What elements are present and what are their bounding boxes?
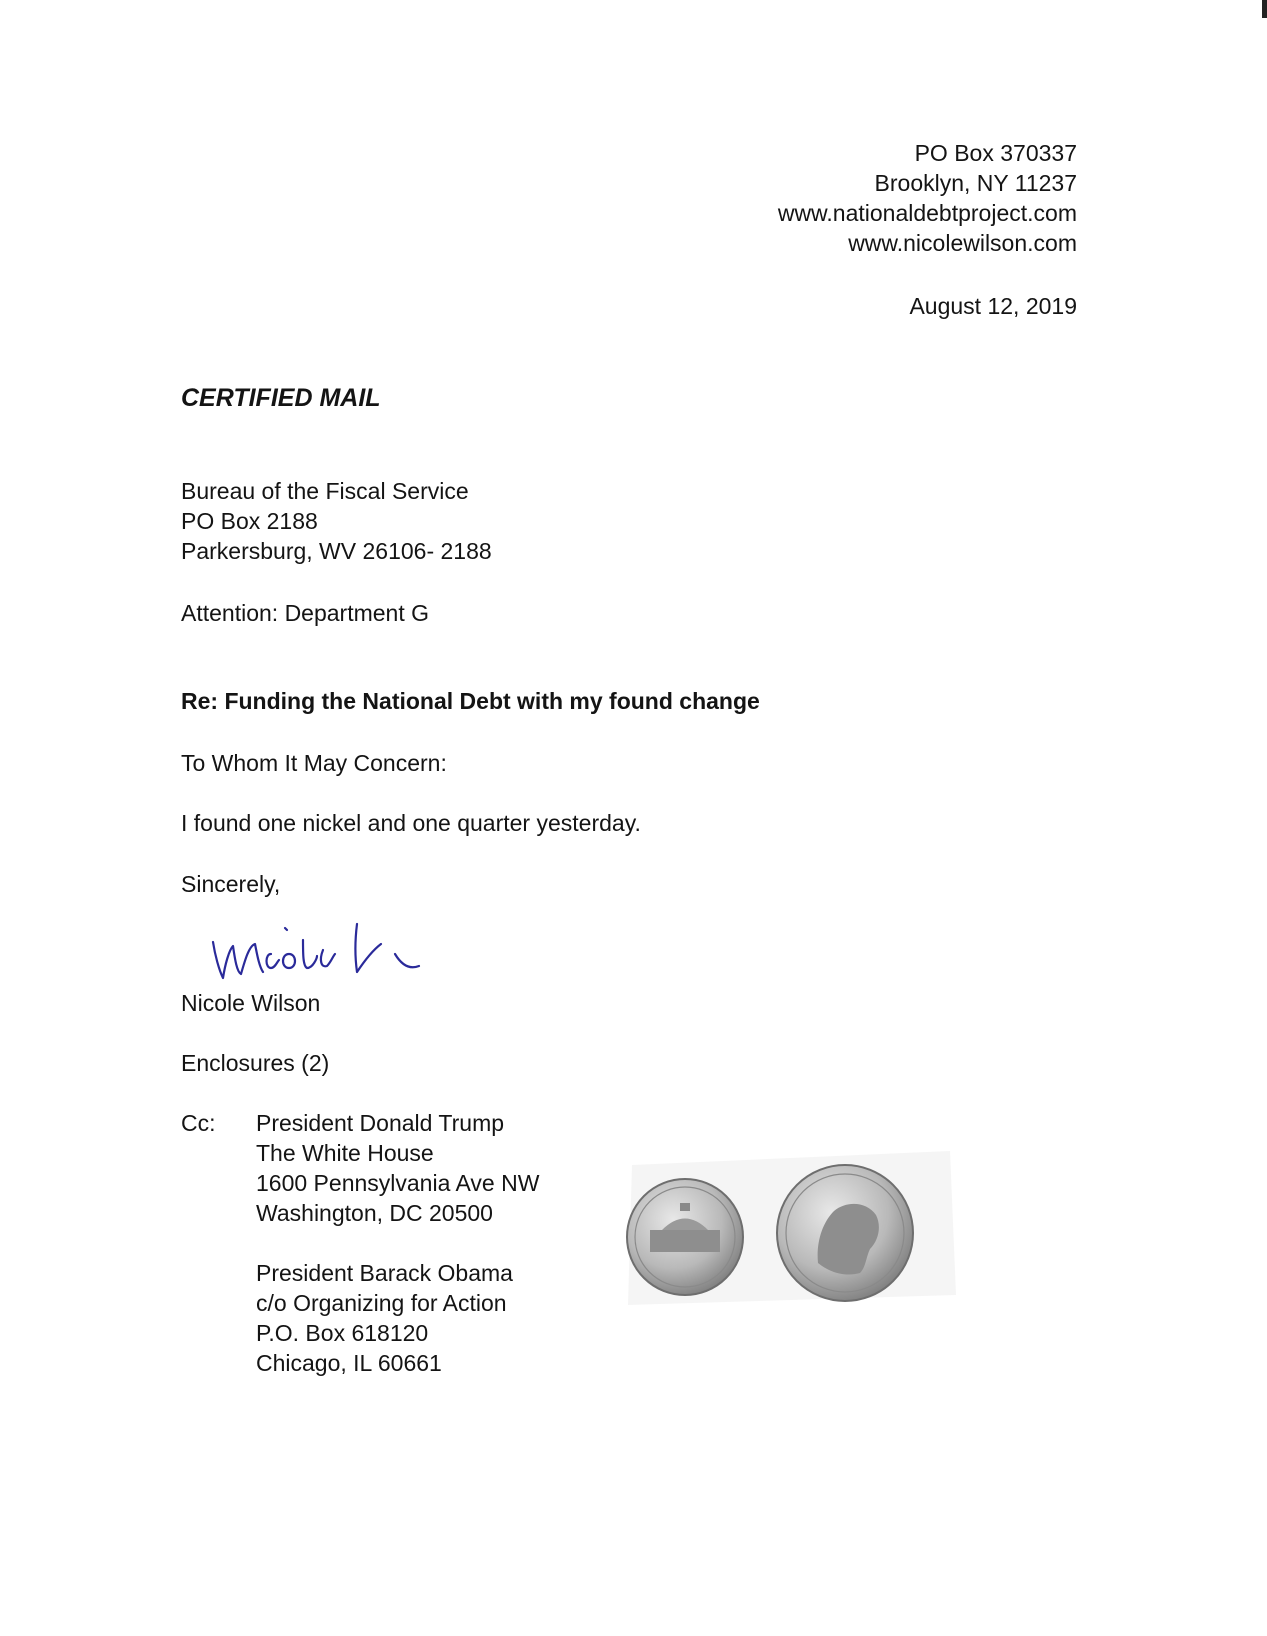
cc-label: Cc: — [181, 1110, 216, 1136]
cc-recipient — [256, 1258, 539, 1378]
subject-line: Re: Funding the National Debt with my found change — [181, 688, 760, 714]
cc-recipient — [256, 1108, 539, 1228]
recipient-address-line1: PO Box 2188 — [181, 508, 318, 534]
letter-date: August 12, 2019 — [909, 293, 1077, 319]
sender-address — [778, 138, 1077, 258]
cc-recipient-line: Washington, DC 20500 — [256, 1200, 493, 1226]
sender-website-2: www.nicolewilson.com — [848, 230, 1077, 256]
signer-name: Nicole Wilson — [181, 990, 321, 1016]
sender-address-line2: Brooklyn, NY 11237 — [874, 170, 1077, 196]
certified-mail-heading: CERTIFIED MAIL — [181, 384, 381, 412]
cc-recipient-line: The White House — [256, 1140, 434, 1166]
enclosures-note: Enclosures (2) — [181, 1050, 330, 1076]
sender-website-1: www.nationaldebtproject.com — [777, 200, 1077, 226]
cc-list — [256, 1108, 539, 1408]
closing: Sincerely, — [181, 871, 281, 897]
handwritten-signature-icon — [205, 910, 445, 990]
quarter-coin-icon — [777, 1165, 913, 1301]
sender-address-line1: PO Box 370337 — [914, 140, 1077, 166]
recipient-name: Bureau of the Fiscal Service — [181, 478, 469, 504]
salutation: To Whom It May Concern: — [181, 750, 447, 776]
cc-recipient-line: President Barack Obama — [256, 1260, 513, 1286]
enclosed-coins — [620, 1145, 960, 1325]
letter-body: I found one nickel and one quarter yesterday. — [181, 810, 641, 836]
cc-recipient-line: P.O. Box 618120 — [256, 1320, 429, 1346]
recipient-address-line2: Parkersburg, WV 26106- 2188 — [181, 538, 492, 564]
nickel-coin-icon — [627, 1179, 743, 1295]
cc-recipient-line: President Donald Trump — [256, 1110, 505, 1136]
recipient-address — [181, 476, 492, 566]
cc-recipient-line: Chicago, IL 60661 — [256, 1350, 442, 1376]
attention-line: Attention: Department G — [181, 600, 430, 626]
cc-recipient-line: 1600 Pennsylvania Ave NW — [256, 1170, 540, 1196]
scan-edge-mark — [1262, 0, 1267, 18]
cc-recipient-line: c/o Organizing for Action — [256, 1290, 507, 1316]
